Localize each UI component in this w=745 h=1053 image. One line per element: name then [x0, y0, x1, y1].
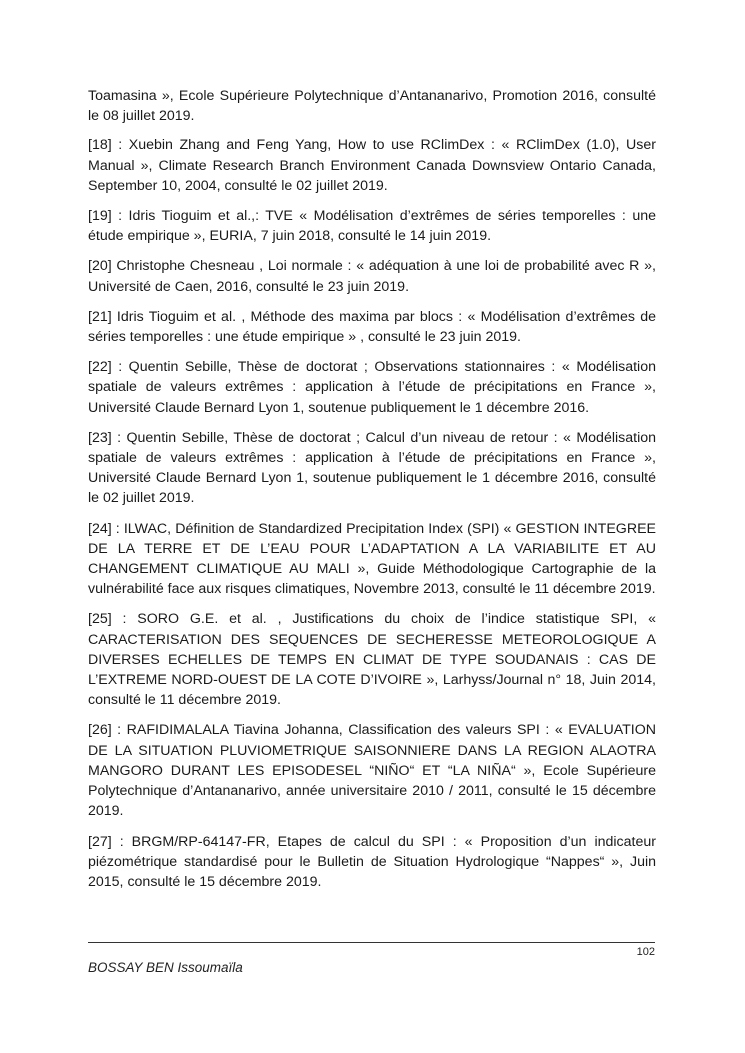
- reference-27: [27] : BRGM/RP-64147-FR, Etapes de calcul du SPI : « Proposition d’un indicateur piézométrique standardisé pour le Bulletin de Situation Hydrologique “Nappes“ », Juin 2015, consulté le 15 décembre 2019.: [88, 833, 656, 890]
- reference-23: [23] : Quentin Sebille, Thèse de doctorat ; Calcul d’un niveau de retour : « Modélisation spatiale de valeurs extrêmes : application à l’étude de précipitations en France », Université Claude Bernard Lyon 1, soutenue publiquement le 1 décembre 2016, consulté le 02 juillet 2019.: [88, 429, 656, 507]
- reference-18: [18] : Xuebin Zhang and Feng Yang, How to use RClimDex : « RClimDex (1.0), User Manual », Climate Research Branch Environment Canada Downsview Ontario Canada, September 10, 2004, consulté le 02 juillet 2019.: [88, 137, 656, 194]
- footer-divider: [88, 942, 655, 943]
- reference-20: [20] Christophe Chesneau , Loi normale : « adéquation à une loi de probabilité avec R », Université de Caen, 2016, consulté le 23 juin 2019.: [88, 258, 656, 295]
- reference-17-continuation: Toamasina », Ecole Supérieure Polytechnique d’Antananarivo, Promotion 2016, consulté le 08 juillet 2019.: [88, 88, 656, 125]
- reference-24: [24] : ILWAC, Définition de Standardized Precipitation Index (SPI) « GESTION INTEGREE DE LA TERRE ET DE L’EAU POUR L’ADAPTATION A LA VARIABILITE ET AU CHANGEMENT CLIMATIQUE AU MALI », Guide Méthodologique Cartographie de la vulnérabilité face aux risques climatiques, Novembre 2013, consulté le 11 décembre 2019.: [88, 520, 656, 598]
- footer-author: BOSSAY BEN Issoumaïla: [88, 960, 243, 975]
- reference-21: [21] Idris Tioguim et al. , Méthode des maxima par blocs : « Modélisation d’extrêmes de séries temporelles : une étude empirique » , consulté le 23 juin 2019.: [88, 308, 656, 346]
- page-number: 102: [636, 946, 655, 958]
- reference-26: [26] : RAFIDIMALALA Tiavina Johanna, Classification des valeurs SPI : « EVALUATION DE LA SITUATION PLUVIOMETRIQUE SAISONNIERE DANS LA REGION ALAOTRA MANGORO DURANT LES EPISODESEL “NIÑO“ ET “LA NIÑA“ », Ecole Supérieure Polytechnique d’Antananarivo, année universitaire 2010 / 2011, consulté le 15 décembre 2019.: [88, 722, 656, 820]
- reference-19: [19] : Idris Tioguim et al.,: TVE « Modélisation d’extrêmes de séries temporelles : une étude empirique », EURIA, 7 juin 2018, consulté le 14 juin 2019.: [88, 208, 656, 245]
- reference-22: [22] : Quentin Sebille, Thèse de doctorat ; Observations stationnaires : « Modélisation spatiale de valeurs extrêmes : application à l’étude de précipitations en France », Université Claude Bernard Lyon 1, soutenue publiquement le 1 décembre 2016.: [88, 359, 656, 416]
- references-list: [88, 86, 656, 902]
- reference-25: [25] : SORO G.E. et al. , Justifications du choix de l’indice statistique SPI, « CARACTERISATION DES SEQUENCES DE SECHERESSE METEOROLOGIQUE A DIVERSES ECHELLES DE TEMPS EN CLIMAT DE TYPE SOUDANAIS : CAS DE L’EXTREME NORD-OUEST DE LA COTE D’IVOIRE », Larhyss/Journal n° 18, Juin 2014, consulté le 11 décembre 2019.: [88, 611, 656, 709]
